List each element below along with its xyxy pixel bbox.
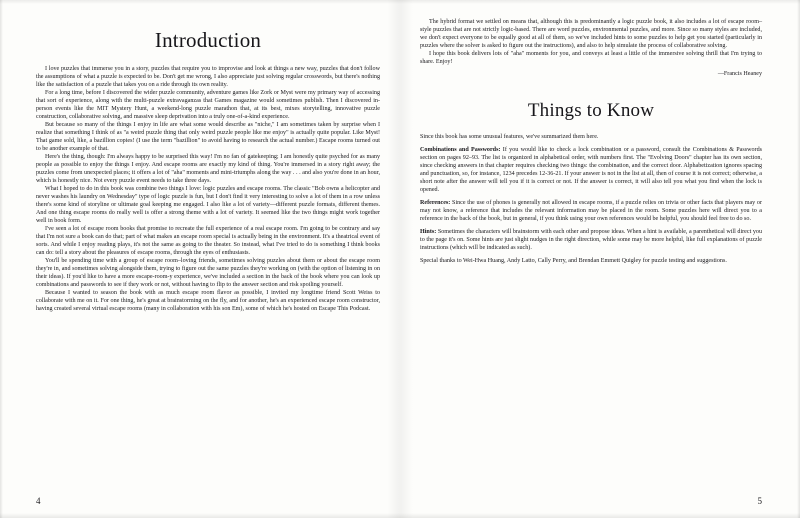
paragraph: I've seen a lot of escape room books that promise to recreate the full experience of a real escape room. I'm going to be contrary and say that I'm not sure a book can do that; part of what makes an escape room special is actually being in the environment. It's a theatrical event of sorts. And while I enjoy reading plays, it's not the same as going to the theater. So instead, what I've tried to do is something I think books can do: tell a story about the pleasures of escape rooms, through the eyes of enthusiasts. <box>36 226 380 256</box>
section-label: Combinations and Passwords: <box>420 147 501 153</box>
paragraph: I love puzzles that immerse you in a story, puzzles that require you to improvise and look at things a new way, puzzles that don't follow the assumptions of what a puzzle is expected to be. Don't get me wrong, I also appreciate just solving regular crosswords, but there's nothing like the satisfaction of a puzzle that takes you on a ride through its own reality. <box>36 66 380 88</box>
paragraph: Because I wanted to season the book with as much escape room flavor as possible, I invited my longtime friend Scott Weiss to collaborate with me on it. For one thing, he's great at brainstorming on the fly, and for another, he's an experienced escape room constructor, having created several virtual escape rooms (many in collaboration with his son Em), some of which he's hosted on Escape This Podcast. <box>36 290 380 312</box>
special-thanks: Special thanks to Wei-Hwa Huang, Andy Latto, Cally Perry, and Brendan Emmett Quigley for puzzle testing and suggestions. <box>420 258 727 264</box>
page-edge-shadow <box>0 0 3 518</box>
section-hints <box>420 228 762 252</box>
paragraph: What I hoped to do in this book was combine two things I love: logic puzzles and escape rooms. The classic "Bob owns a helicopter and never washes his laundry on Wednesday" type of logic puzzle is fun, but I don't find it very interesting to solve a lot of them in a row unless there's some kind of storyline or ultimate goal keeping me engaged. I also like a lot of variety—different puzzle formats, different themes. And one thing escape rooms do really well is offer a strong theme with a lot of variety. It seemed like the two things might work together well in book form. <box>36 186 380 224</box>
section-text: If you would like to check a lock combination or a password, consult the Combinations & Passwords section on pages 92–93. The list is organized in alphabetical order, with numbers first. The "Evolving Doors" chapter has its own section, since checking answers in that chapter requires checking two things: the combination, and the correct door. Alphabetization ignores spacing and punctuation, so, for instance, 1234 precedes 12-36-21. If your answer is not in the list at all, then of course it is not correct; otherwise, a short note after the answer will tell you if it is correct or not. If the answer is correct, it will also tell you what you find when the lock is opened. <box>420 147 762 193</box>
page-title-things-to-know: Things to Know <box>527 100 655 121</box>
folio-right: 5 <box>757 496 762 506</box>
section-text: Sometimes the characters will brainstorm with each other and propose ideas. When a hint is available, a parenthetical will direct you to the page it's on. Some hints are just slight nudges in the right direction, while some may be more helpful, like full explanations of puzzle instructions (which will be indicated as such). <box>420 229 762 251</box>
page-title-introduction: Introduction <box>154 28 262 52</box>
right-page <box>400 0 800 518</box>
folio-left: 4 <box>36 496 41 506</box>
paragraph: You'll be spending time with a group of escape room–loving friends, sometimes solving puzzles about them or about the escape room they're in, and sometimes solving alongside them, trying to figure out the same puzzles they're working on (with the option of listening in on their ideas). If you'd like to have a more escape-room-y experience, we've included a section in the back of the book where you can look up combinations and passwords to see if they work or not, without having to flip to the answer section and risk spoiling yourself. <box>36 258 380 288</box>
paragraph: But because so many of the things I enjoy in life are what some would describe as "niche," I am sometimes taken by surprise when I realize that something I think of as "a weird puzzle thing that only weird puzzle people like me enjoy" is actually quite popular. Like Myst! That game sold, like, a bazillion copies! (I use the term "bazillion" to avoid having to research the actual number.) Escape rooms turned out to be another example of that. <box>36 122 380 152</box>
section-label: References: <box>420 200 451 206</box>
section-combinations-and-passwords <box>420 146 762 194</box>
section-label: Hints: <box>420 229 437 235</box>
author-signature: —Francis Heaney <box>717 71 762 77</box>
section-text: Since the use of phones is generally not allowed in escape rooms, if a puzzle relies on trivia or other facts that players may or may not know, a reference that includes the relevant information may be placed in the room. Some puzzles here will direct you to a reference in the back of the book, but in general, if you think using your own references would be helpful, you should feel free to do so. <box>420 200 762 222</box>
paragraph: The hybrid format we settled on means that, although this is predominantly a logic puzzle book, it also includes a lot of escape room–style puzzles that are not strictly logic-based. There are word puzzles, environmental puzzles, and more. Since so many styles are included, we don't expect everyone to be equally good at all of them, so we've included hints to some puzzles to help get you started (particularly in puzzles where the solver is asked to figure out the instructions), and also to help simulate the process of collaborative solving. <box>420 19 762 49</box>
paragraph: For a long time, before I discovered the wider puzzle community, adventure games like Zork or Myst were my primary way of accessing that sort of experience, along with the multi-puzzle extravaganzas that Games magazine would sometimes publish. Then I discovered in-person events like the MIT Mystery Hunt, a weekend-long puzzle marathon that, at its best, mixes storytelling, innovative puzzle construction, collaborative solving, and massive sleep deprivation into a truly one-of-a-kind experience. <box>36 90 380 120</box>
paragraph: I hope this book delivers lots of "aha" moments for you, and conveys at least a little of the immersive solving thrill that I'm trying to share. Enjoy! <box>420 51 762 65</box>
section-references <box>420 199 762 223</box>
things-to-know-lead: Since this book has some unusual features, we've summarized them here. <box>420 134 599 140</box>
paragraph: Here's the thing, though: I'm always happy to be surprised this way! I'm no fan of gatekeeping; I am honestly quite psyched for as many people as possible to enjoy the things I enjoy. And escape rooms are exactly my kind of thing. You're immersed in a story right away; the puzzles come from unexpected places; it offers a lot of "aha" moments and mini-triumphs along the way . . . and also you're done in an hour, which is honestly nice. Not every puzzle event needs to take three days. <box>36 154 380 184</box>
